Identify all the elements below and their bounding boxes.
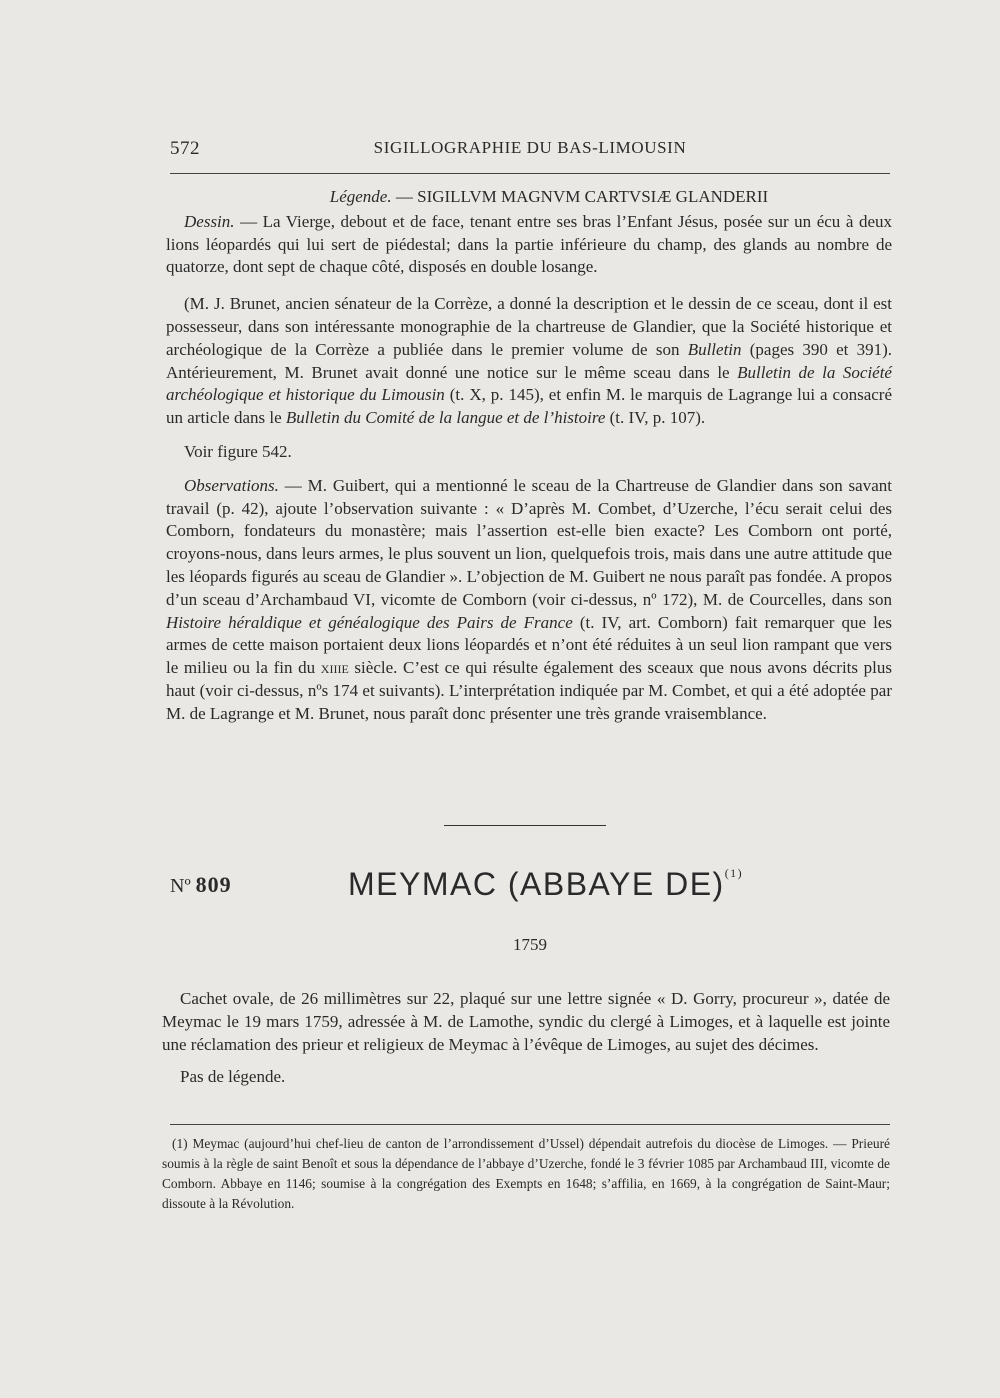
section-divider	[444, 825, 606, 826]
page-header	[170, 138, 890, 164]
entry-body	[162, 988, 890, 1089]
footnote	[162, 1134, 890, 1214]
entry-title	[348, 866, 743, 903]
entry-number-prefix: Nº	[170, 875, 191, 897]
observations-text-3: siècle. C’est ce qui résulte également des sceaux que nous avons décrits plus haut (voir ci-dessus, nºs 174 et suivants). L’interprétation indiquée par M. Combet, et qui a été adoptée par M. de Lagrange et M. Brunet, nous paraît donc présenter une très grande vraisemblance.	[166, 658, 893, 723]
source-bulletin-3: Bulletin du Comité de la langue et de l’histoire	[285, 408, 606, 428]
observations-text-2: (t. IV, art. Comborn) fait remarquer que les armes de cette maison portaient deux lions léopardés et n’ont été réduites à un seul lion rampant que vers le milieu ou la fin du	[166, 612, 892, 678]
page-number: 572	[170, 138, 200, 159]
source-text-3: (t. X, p. 145), et enfin M. le marquis de Lagrange lui a consacré un article dans le	[166, 385, 892, 428]
entry-title-text: MEYMAC (ABBAYE DE)	[348, 866, 725, 902]
source-bulletin-1: Bulletin	[687, 339, 742, 359]
observations-paragraph	[166, 475, 892, 726]
observations-book-title: Histoire héraldique et généalogique des Pairs de France	[166, 612, 573, 632]
see-figure: Voir figure 542.	[184, 441, 292, 461]
legend-label: Légende.	[329, 187, 392, 206]
source-text-1: (M. J. Brunet, ancien sénateur de la Corrèze, a donné la description et le dessin de ce sceau, dont il est possesseur, dans son intéressante monographie de la chartreuse de Glandier, que la Société historique et archéologique de la Corrèze a publiée dans le premier volume de son	[166, 294, 892, 359]
source-paragraph	[166, 293, 892, 430]
entry-number-value: 809	[195, 872, 232, 897]
legend-paragraph	[166, 186, 892, 209]
footnote-rule	[170, 1124, 890, 1125]
source-text-4: (t. IV, p. 107).	[605, 408, 706, 428]
legend-text: — SIGILLVM MAGNVM CARTVSIÆ GLANDERII	[391, 187, 769, 206]
entry-description: Cachet ovale, de 26 millimètres sur 22, plaqué sur une lettre signée « D. Gorry, procureur », datée de Meymac le 19 mars 1759, adressée à M. de Lamothe, syndic du clergé à Limoges, et à laquelle est jointe une réclamation des prieur et religieux de Meymac à l’évêque de Limoges, au sujet des décimes.	[162, 989, 890, 1054]
entry-legend-note: Pas de légende.	[180, 1067, 286, 1087]
source-bulletin-2: Bulletin de la Société archéologique et historique du Limousin	[166, 362, 892, 405]
century-numeral: xiiie	[320, 658, 349, 678]
footnote-text: (1) Meymac (aujourd’hui chef-lieu de canton de l’arrondissement d’Ussel) dépendait autrefois du diocèse de Limoges. — Prieuré soumis à la règle de saint Benoît et sous la dépendance de l’abbaye d’Uzerche, fondé le 3 février 1085 par Archambaud III, vicomte de Comborn. Abbaye en 1146; soumise à la congrégation des Exempts en 1648; s’affilia, en 1669, à la congrégation de Saint-Maur; dissoute à la Révolution.	[162, 1136, 890, 1211]
dessin-text: — La Vierge, debout et de face, tenant entre ses bras l’Enfant Jésus, posée sur un écu à deux lions léopardés qui lui sert de piédestal; dans la partie inférieure du champ, des glands au nombre de quatorze, dont sept de chaque côté, disposés en double losange.	[166, 211, 892, 277]
entry-date: 1759	[513, 935, 547, 954]
source-text-2: (pages 390 et 391). Antérieurement, M. Brunet avait donné une notice sur le même sceau dans le	[166, 339, 892, 382]
observations-label: Observations.	[184, 475, 279, 495]
dessin-label: Dessin.	[184, 211, 235, 231]
entry-number	[170, 872, 232, 898]
footnote-reference: (1)	[724, 866, 744, 881]
header-rule	[170, 173, 890, 174]
dessin-paragraph	[166, 211, 892, 279]
seal-description	[166, 186, 892, 726]
observations-text-1: — M. Guibert, qui a mentionné le sceau de la Chartreuse de Glandier dans son savant travail (p. 42), ajoute l’observation suivante : « D’après M. Combet, d’Uzerche, l’écu serait celui des Comborn, fondateurs du monastère; mais l’assertion est-elle bien exacte? Les Comborn ont porté, croyons-nous, dans leurs armes, le plus souvent un lion, quelquefois trois, mais dans une autre attitude que les léopards figurés au sceau de Glandier ». L’objection de M. Guibert ne nous paraît pas fondée. A propos d’un sceau d’Archambaud VI, vicomte de Comborn (voir ci-dessus, nº 172), M. de Courcelles, dans son	[166, 475, 892, 609]
running-title: SIGILLOGRAPHIE DU BAS-LIMOUSIN	[373, 138, 687, 157]
